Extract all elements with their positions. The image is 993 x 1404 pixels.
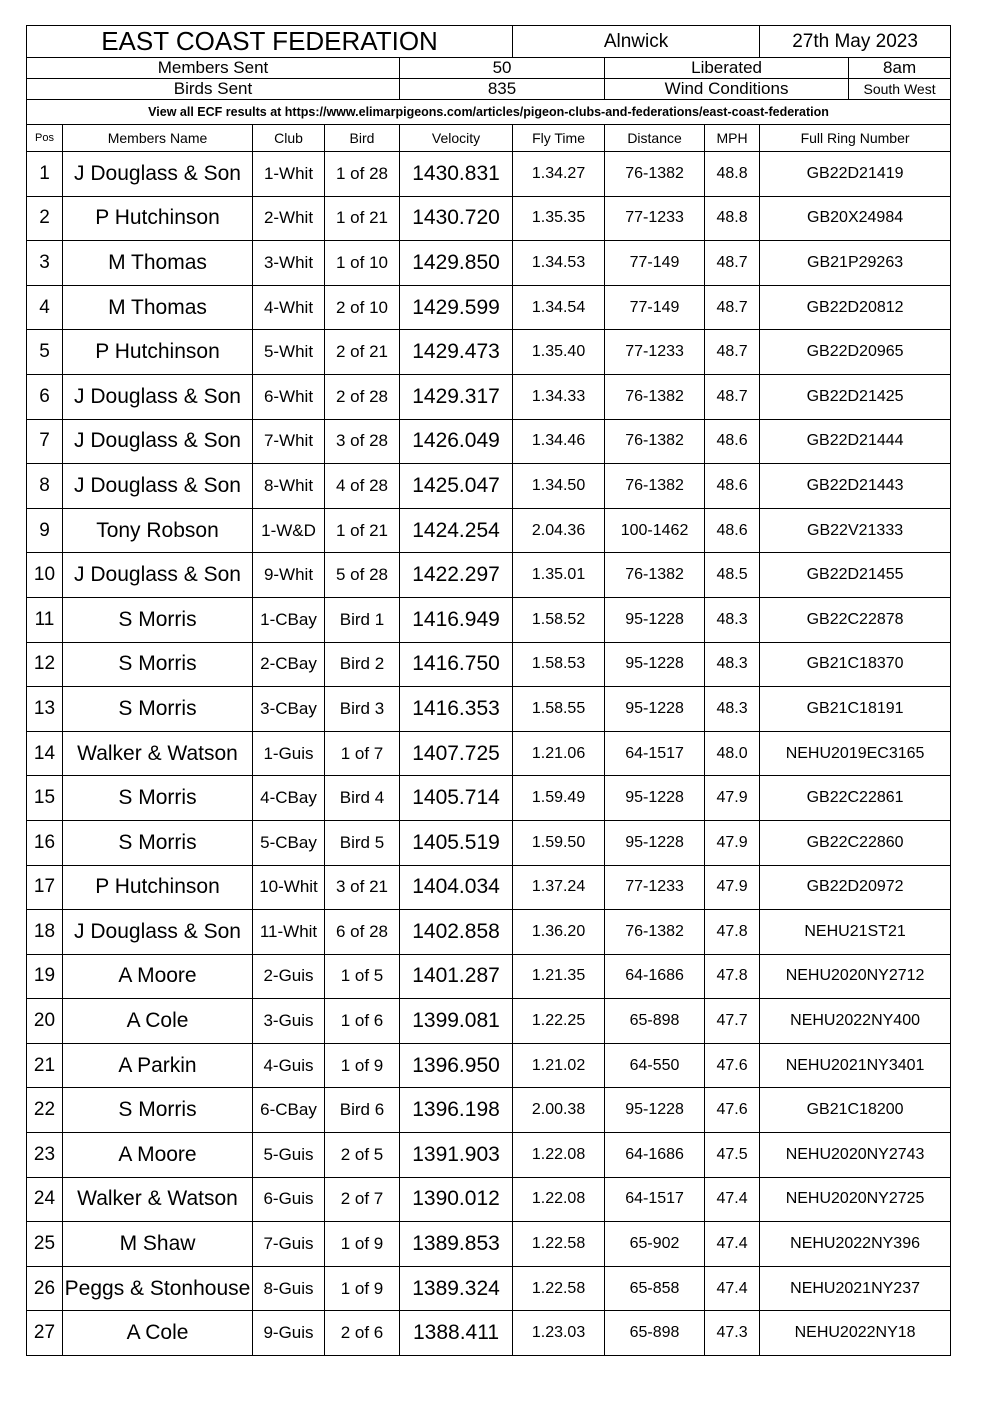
- cell-distance: 95-1228: [605, 597, 705, 642]
- table-row: [27, 285, 951, 330]
- cell-ring-number: GB22D21443: [760, 464, 951, 509]
- cell-ring-number: GB22D20812: [760, 285, 951, 330]
- cell-pos: 3: [27, 241, 63, 286]
- cell-ring-number: NEHU2022NY18: [760, 1311, 951, 1356]
- cell-ring-number: GB22V21333: [760, 508, 951, 553]
- cell-club: 9-Guis: [253, 1311, 325, 1356]
- cell-club: 2-Guis: [253, 954, 325, 999]
- cell-mph: 47.3: [705, 1311, 760, 1356]
- cell-fly-time: 1.35.01: [513, 553, 605, 598]
- cell-fly-time: 1.34.27: [513, 152, 605, 197]
- table-row: [27, 776, 951, 821]
- cell-fly-time: 2.00.38: [513, 1088, 605, 1133]
- cell-velocity: 1407.725: [400, 731, 513, 776]
- cell-bird: 1 of 21: [325, 196, 400, 241]
- cell-club: 1-Guis: [253, 731, 325, 776]
- cell-member-name: J Douglass & Son: [63, 419, 253, 464]
- cell-velocity: 1391.903: [400, 1133, 513, 1178]
- cell-distance: 95-1228: [605, 1088, 705, 1133]
- cell-ring-number: GB22D21444: [760, 419, 951, 464]
- cell-member-name: A Moore: [63, 1133, 253, 1178]
- cell-distance: 76-1382: [605, 374, 705, 419]
- cell-mph: 47.5: [705, 1133, 760, 1178]
- cell-mph: 48.8: [705, 152, 760, 197]
- cell-club: 2-Whit: [253, 196, 325, 241]
- race-location: Alnwick: [513, 26, 760, 58]
- cell-mph: 47.6: [705, 1088, 760, 1133]
- col-header-bird: Bird: [325, 125, 400, 152]
- cell-bird: 2 of 7: [325, 1177, 400, 1222]
- table-row: [27, 196, 951, 241]
- cell-bird: Bird 3: [325, 687, 400, 732]
- cell-pos: 18: [27, 910, 63, 955]
- col-header-ring: Full Ring Number: [760, 125, 951, 152]
- cell-mph: 47.4: [705, 1266, 760, 1311]
- cell-bird: 6 of 28: [325, 910, 400, 955]
- cell-velocity: 1429.317: [400, 374, 513, 419]
- cell-pos: 5: [27, 330, 63, 375]
- cell-pos: 17: [27, 865, 63, 910]
- cell-pos: 10: [27, 553, 63, 598]
- col-header-distance: Distance: [605, 125, 705, 152]
- cell-fly-time: 1.58.55: [513, 687, 605, 732]
- cell-distance: 76-1382: [605, 553, 705, 598]
- cell-bird: 1 of 21: [325, 508, 400, 553]
- cell-mph: 47.8: [705, 954, 760, 999]
- cell-bird: Bird 4: [325, 776, 400, 821]
- wind-value: South West: [849, 79, 951, 100]
- cell-ring-number: GB22D20972: [760, 865, 951, 910]
- results-table: [26, 25, 951, 1356]
- cell-bird: Bird 6: [325, 1088, 400, 1133]
- cell-velocity: 1399.081: [400, 999, 513, 1044]
- cell-fly-time: 1.34.53: [513, 241, 605, 286]
- cell-velocity: 1416.750: [400, 642, 513, 687]
- cell-ring-number: GB22D21425: [760, 374, 951, 419]
- table-row: [27, 152, 951, 197]
- cell-club: 7-Guis: [253, 1222, 325, 1267]
- cell-ring-number: NEHU2020NY2743: [760, 1133, 951, 1178]
- cell-velocity: 1430.720: [400, 196, 513, 241]
- cell-fly-time: 1.34.54: [513, 285, 605, 330]
- col-header-fly-time: Fly Time: [513, 125, 605, 152]
- cell-fly-time: 1.35.35: [513, 196, 605, 241]
- results-url-link[interactable]: View all ECF results at https://www.elimarpigeons.com/articles/pigeon-clubs-and-federations/east-coast-federation: [27, 100, 951, 125]
- cell-ring-number: NEHU2020NY2712: [760, 954, 951, 999]
- cell-mph: 47.7: [705, 999, 760, 1044]
- cell-fly-time: 1.22.25: [513, 999, 605, 1044]
- cell-mph: 48.7: [705, 285, 760, 330]
- cell-distance: 100-1462: [605, 508, 705, 553]
- cell-club: 2-CBay: [253, 642, 325, 687]
- cell-club: 11-Whit: [253, 910, 325, 955]
- cell-bird: Bird 5: [325, 820, 400, 865]
- cell-pos: 8: [27, 464, 63, 509]
- cell-distance: 65-902: [605, 1222, 705, 1267]
- table-row: [27, 999, 951, 1044]
- cell-velocity: 1402.858: [400, 910, 513, 955]
- cell-pos: 12: [27, 642, 63, 687]
- cell-distance: 95-1228: [605, 642, 705, 687]
- cell-distance: 95-1228: [605, 687, 705, 732]
- table-row: [27, 508, 951, 553]
- table-row: [27, 330, 951, 375]
- cell-member-name: S Morris: [63, 642, 253, 687]
- cell-bird: 1 of 10: [325, 241, 400, 286]
- cell-ring-number: GB22C22878: [760, 597, 951, 642]
- cell-mph: 48.7: [705, 241, 760, 286]
- cell-pos: 15: [27, 776, 63, 821]
- cell-mph: 48.3: [705, 687, 760, 732]
- cell-member-name: M Shaw: [63, 1222, 253, 1267]
- cell-pos: 19: [27, 954, 63, 999]
- cell-ring-number: GB21C18200: [760, 1088, 951, 1133]
- cell-member-name: S Morris: [63, 1088, 253, 1133]
- cell-velocity: 1416.353: [400, 687, 513, 732]
- table-row: [27, 597, 951, 642]
- cell-member-name: Walker & Watson: [63, 1177, 253, 1222]
- race-date: 27th May 2023: [760, 26, 951, 58]
- cell-velocity: 1396.198: [400, 1088, 513, 1133]
- cell-velocity: 1422.297: [400, 553, 513, 598]
- cell-mph: 48.3: [705, 597, 760, 642]
- cell-club: 4-CBay: [253, 776, 325, 821]
- cell-member-name: S Morris: [63, 820, 253, 865]
- cell-mph: 47.9: [705, 776, 760, 821]
- cell-pos: 23: [27, 1133, 63, 1178]
- cell-fly-time: 1.34.50: [513, 464, 605, 509]
- cell-mph: 48.8: [705, 196, 760, 241]
- cell-distance: 65-898: [605, 1311, 705, 1356]
- cell-velocity: 1405.519: [400, 820, 513, 865]
- cell-pos: 9: [27, 508, 63, 553]
- cell-member-name: S Morris: [63, 597, 253, 642]
- table-row: [27, 1311, 951, 1356]
- cell-fly-time: 1.22.58: [513, 1222, 605, 1267]
- cell-distance: 64-1517: [605, 1177, 705, 1222]
- table-row: [27, 1222, 951, 1267]
- cell-bird: Bird 2: [325, 642, 400, 687]
- birds-sent-value: 835: [400, 79, 605, 100]
- cell-member-name: A Cole: [63, 1311, 253, 1356]
- cell-ring-number: NEHU21ST21: [760, 910, 951, 955]
- table-row: [27, 464, 951, 509]
- cell-fly-time: 1.22.08: [513, 1133, 605, 1178]
- cell-velocity: 1430.831: [400, 152, 513, 197]
- members-sent-label: Members Sent: [27, 58, 400, 79]
- cell-distance: 77-149: [605, 241, 705, 286]
- cell-distance: 76-1382: [605, 910, 705, 955]
- cell-bird: 1 of 5: [325, 954, 400, 999]
- cell-club: 1-CBay: [253, 597, 325, 642]
- members-sent-value: 50: [400, 58, 605, 79]
- birds-sent-row: [27, 79, 951, 100]
- cell-ring-number: GB21P29263: [760, 241, 951, 286]
- cell-fly-time: 1.35.40: [513, 330, 605, 375]
- cell-member-name: A Cole: [63, 999, 253, 1044]
- cell-distance: 77-1233: [605, 865, 705, 910]
- cell-fly-time: 1.36.20: [513, 910, 605, 955]
- cell-club: 5-CBay: [253, 820, 325, 865]
- cell-mph: 48.6: [705, 508, 760, 553]
- cell-mph: 47.9: [705, 820, 760, 865]
- cell-velocity: 1426.049: [400, 419, 513, 464]
- cell-velocity: 1401.287: [400, 954, 513, 999]
- cell-ring-number: NEHU2019EC3165: [760, 731, 951, 776]
- cell-mph: 48.5: [705, 553, 760, 598]
- cell-club: 7-Whit: [253, 419, 325, 464]
- cell-bird: 1 of 6: [325, 999, 400, 1044]
- cell-velocity: 1389.853: [400, 1222, 513, 1267]
- cell-fly-time: 1.34.46: [513, 419, 605, 464]
- wind-label: Wind Conditions: [605, 79, 849, 100]
- cell-ring-number: GB21C18370: [760, 642, 951, 687]
- cell-club: 3-Guis: [253, 999, 325, 1044]
- cell-mph: 48.3: [705, 642, 760, 687]
- cell-club: 8-Whit: [253, 464, 325, 509]
- table-row: [27, 1266, 951, 1311]
- cell-bird: 4 of 28: [325, 464, 400, 509]
- cell-fly-time: 2.04.36: [513, 508, 605, 553]
- cell-mph: 48.7: [705, 374, 760, 419]
- cell-member-name: P Hutchinson: [63, 865, 253, 910]
- cell-fly-time: 1.37.24: [513, 865, 605, 910]
- cell-mph: 48.6: [705, 464, 760, 509]
- cell-pos: 20: [27, 999, 63, 1044]
- cell-member-name: Peggs & Stonhouse: [63, 1266, 253, 1311]
- table-row: [27, 374, 951, 419]
- cell-bird: 1 of 7: [325, 731, 400, 776]
- table-row: [27, 954, 951, 999]
- cell-velocity: 1388.411: [400, 1311, 513, 1356]
- cell-bird: 1 of 9: [325, 1266, 400, 1311]
- cell-club: 1-Whit: [253, 152, 325, 197]
- cell-bird: 2 of 21: [325, 330, 400, 375]
- cell-member-name: J Douglass & Son: [63, 152, 253, 197]
- cell-pos: 13: [27, 687, 63, 732]
- cell-pos: 14: [27, 731, 63, 776]
- cell-ring-number: GB22C22861: [760, 776, 951, 821]
- cell-member-name: S Morris: [63, 776, 253, 821]
- cell-member-name: P Hutchinson: [63, 196, 253, 241]
- liberated-value: 8am: [849, 58, 951, 79]
- cell-velocity: 1389.324: [400, 1266, 513, 1311]
- table-row: [27, 1043, 951, 1088]
- cell-mph: 47.8: [705, 910, 760, 955]
- col-header-mph: MPH: [705, 125, 760, 152]
- cell-pos: 7: [27, 419, 63, 464]
- cell-velocity: 1429.473: [400, 330, 513, 375]
- cell-ring-number: NEHU2022NY400: [760, 999, 951, 1044]
- cell-member-name: J Douglass & Son: [63, 910, 253, 955]
- cell-pos: 24: [27, 1177, 63, 1222]
- cell-bird: 5 of 28: [325, 553, 400, 598]
- cell-member-name: S Morris: [63, 687, 253, 732]
- cell-club: 6-Whit: [253, 374, 325, 419]
- cell-bird: 3 of 28: [325, 419, 400, 464]
- table-row: [27, 1088, 951, 1133]
- cell-mph: 47.9: [705, 865, 760, 910]
- col-header-club: Club: [253, 125, 325, 152]
- cell-ring-number: GB22D21455: [760, 553, 951, 598]
- cell-pos: 11: [27, 597, 63, 642]
- col-header-velocity: Velocity: [400, 125, 513, 152]
- cell-fly-time: 1.58.52: [513, 597, 605, 642]
- cell-pos: 16: [27, 820, 63, 865]
- cell-fly-time: 1.22.58: [513, 1266, 605, 1311]
- cell-member-name: J Douglass & Son: [63, 553, 253, 598]
- cell-velocity: 1416.949: [400, 597, 513, 642]
- cell-fly-time: 1.59.50: [513, 820, 605, 865]
- cell-club: 1-W&D: [253, 508, 325, 553]
- cell-ring-number: GB22D20965: [760, 330, 951, 375]
- title-row: [27, 26, 951, 58]
- cell-mph: 47.4: [705, 1177, 760, 1222]
- cell-club: 6-CBay: [253, 1088, 325, 1133]
- cell-distance: 65-898: [605, 999, 705, 1044]
- cell-distance: 77-1233: [605, 330, 705, 375]
- cell-pos: 4: [27, 285, 63, 330]
- url-row: [27, 100, 951, 125]
- cell-club: 8-Guis: [253, 1266, 325, 1311]
- cell-pos: 21: [27, 1043, 63, 1088]
- cell-club: 3-CBay: [253, 687, 325, 732]
- table-row: [27, 1177, 951, 1222]
- cell-ring-number: NEHU2021NY237: [760, 1266, 951, 1311]
- cell-distance: 64-1686: [605, 1133, 705, 1178]
- table-row: [27, 419, 951, 464]
- col-header-name: Members Name: [63, 125, 253, 152]
- cell-fly-time: 1.23.03: [513, 1311, 605, 1356]
- cell-velocity: 1390.012: [400, 1177, 513, 1222]
- cell-pos: 2: [27, 196, 63, 241]
- cell-ring-number: GB21C18191: [760, 687, 951, 732]
- cell-velocity: 1424.254: [400, 508, 513, 553]
- cell-bird: 1 of 9: [325, 1222, 400, 1267]
- cell-pos: 27: [27, 1311, 63, 1356]
- cell-distance: 76-1382: [605, 419, 705, 464]
- cell-ring-number: NEHU2021NY3401: [760, 1043, 951, 1088]
- cell-velocity: 1425.047: [400, 464, 513, 509]
- cell-club: 3-Whit: [253, 241, 325, 286]
- cell-member-name: P Hutchinson: [63, 330, 253, 375]
- cell-bird: 2 of 5: [325, 1133, 400, 1178]
- cell-member-name: M Thomas: [63, 285, 253, 330]
- cell-fly-time: 1.21.02: [513, 1043, 605, 1088]
- cell-fly-time: 1.59.49: [513, 776, 605, 821]
- cell-distance: 76-1382: [605, 152, 705, 197]
- col-header-pos: Pos: [27, 125, 63, 152]
- cell-bird: 2 of 28: [325, 374, 400, 419]
- cell-member-name: A Moore: [63, 954, 253, 999]
- cell-velocity: 1429.599: [400, 285, 513, 330]
- cell-fly-time: 1.21.35: [513, 954, 605, 999]
- table-row: [27, 731, 951, 776]
- table-row: [27, 687, 951, 732]
- cell-distance: 64-1517: [605, 731, 705, 776]
- birds-sent-label: Birds Sent: [27, 79, 400, 100]
- federation-title: EAST COAST FEDERATION: [27, 26, 513, 58]
- cell-velocity: 1396.950: [400, 1043, 513, 1088]
- cell-distance: 64-550: [605, 1043, 705, 1088]
- cell-ring-number: GB20X24984: [760, 196, 951, 241]
- cell-pos: 26: [27, 1266, 63, 1311]
- cell-member-name: J Douglass & Son: [63, 374, 253, 419]
- results-sheet: [26, 25, 950, 1356]
- table-row: [27, 865, 951, 910]
- cell-pos: 1: [27, 152, 63, 197]
- cell-ring-number: NEHU2020NY2725: [760, 1177, 951, 1222]
- cell-club: 4-Whit: [253, 285, 325, 330]
- cell-pos: 25: [27, 1222, 63, 1267]
- table-row: [27, 1133, 951, 1178]
- cell-pos: 22: [27, 1088, 63, 1133]
- cell-velocity: 1405.714: [400, 776, 513, 821]
- cell-mph: 48.7: [705, 330, 760, 375]
- cell-fly-time: 1.22.08: [513, 1177, 605, 1222]
- cell-club: 9-Whit: [253, 553, 325, 598]
- table-row: [27, 820, 951, 865]
- cell-distance: 76-1382: [605, 464, 705, 509]
- cell-pos: 6: [27, 374, 63, 419]
- cell-mph: 48.6: [705, 419, 760, 464]
- cell-bird: 2 of 6: [325, 1311, 400, 1356]
- cell-fly-time: 1.58.53: [513, 642, 605, 687]
- cell-member-name: M Thomas: [63, 241, 253, 286]
- cell-mph: 47.6: [705, 1043, 760, 1088]
- cell-bird: 2 of 10: [325, 285, 400, 330]
- table-row: [27, 910, 951, 955]
- cell-ring-number: GB22D21419: [760, 152, 951, 197]
- cell-distance: 95-1228: [605, 820, 705, 865]
- cell-member-name: Tony Robson: [63, 508, 253, 553]
- cell-distance: 77-149: [605, 285, 705, 330]
- cell-bird: Bird 1: [325, 597, 400, 642]
- cell-mph: 48.0: [705, 731, 760, 776]
- cell-fly-time: 1.21.06: [513, 731, 605, 776]
- cell-distance: 65-858: [605, 1266, 705, 1311]
- cell-bird: 1 of 28: [325, 152, 400, 197]
- members-sent-row: [27, 58, 951, 79]
- cell-velocity: 1404.034: [400, 865, 513, 910]
- table-row: [27, 553, 951, 598]
- cell-distance: 95-1228: [605, 776, 705, 821]
- cell-fly-time: 1.34.33: [513, 374, 605, 419]
- cell-distance: 64-1686: [605, 954, 705, 999]
- cell-member-name: J Douglass & Son: [63, 464, 253, 509]
- table-row: [27, 241, 951, 286]
- cell-club: 5-Whit: [253, 330, 325, 375]
- cell-club: 4-Guis: [253, 1043, 325, 1088]
- cell-velocity: 1429.850: [400, 241, 513, 286]
- cell-member-name: Walker & Watson: [63, 731, 253, 776]
- liberated-label: Liberated: [605, 58, 849, 79]
- cell-ring-number: NEHU2022NY396: [760, 1222, 951, 1267]
- cell-distance: 77-1233: [605, 196, 705, 241]
- cell-club: 10-Whit: [253, 865, 325, 910]
- column-header-row: [27, 125, 951, 152]
- cell-bird: 1 of 9: [325, 1043, 400, 1088]
- cell-club: 6-Guis: [253, 1177, 325, 1222]
- cell-member-name: A Parkin: [63, 1043, 253, 1088]
- cell-club: 5-Guis: [253, 1133, 325, 1178]
- cell-mph: 47.4: [705, 1222, 760, 1267]
- cell-ring-number: GB22C22860: [760, 820, 951, 865]
- table-row: [27, 642, 951, 687]
- cell-bird: 3 of 21: [325, 865, 400, 910]
